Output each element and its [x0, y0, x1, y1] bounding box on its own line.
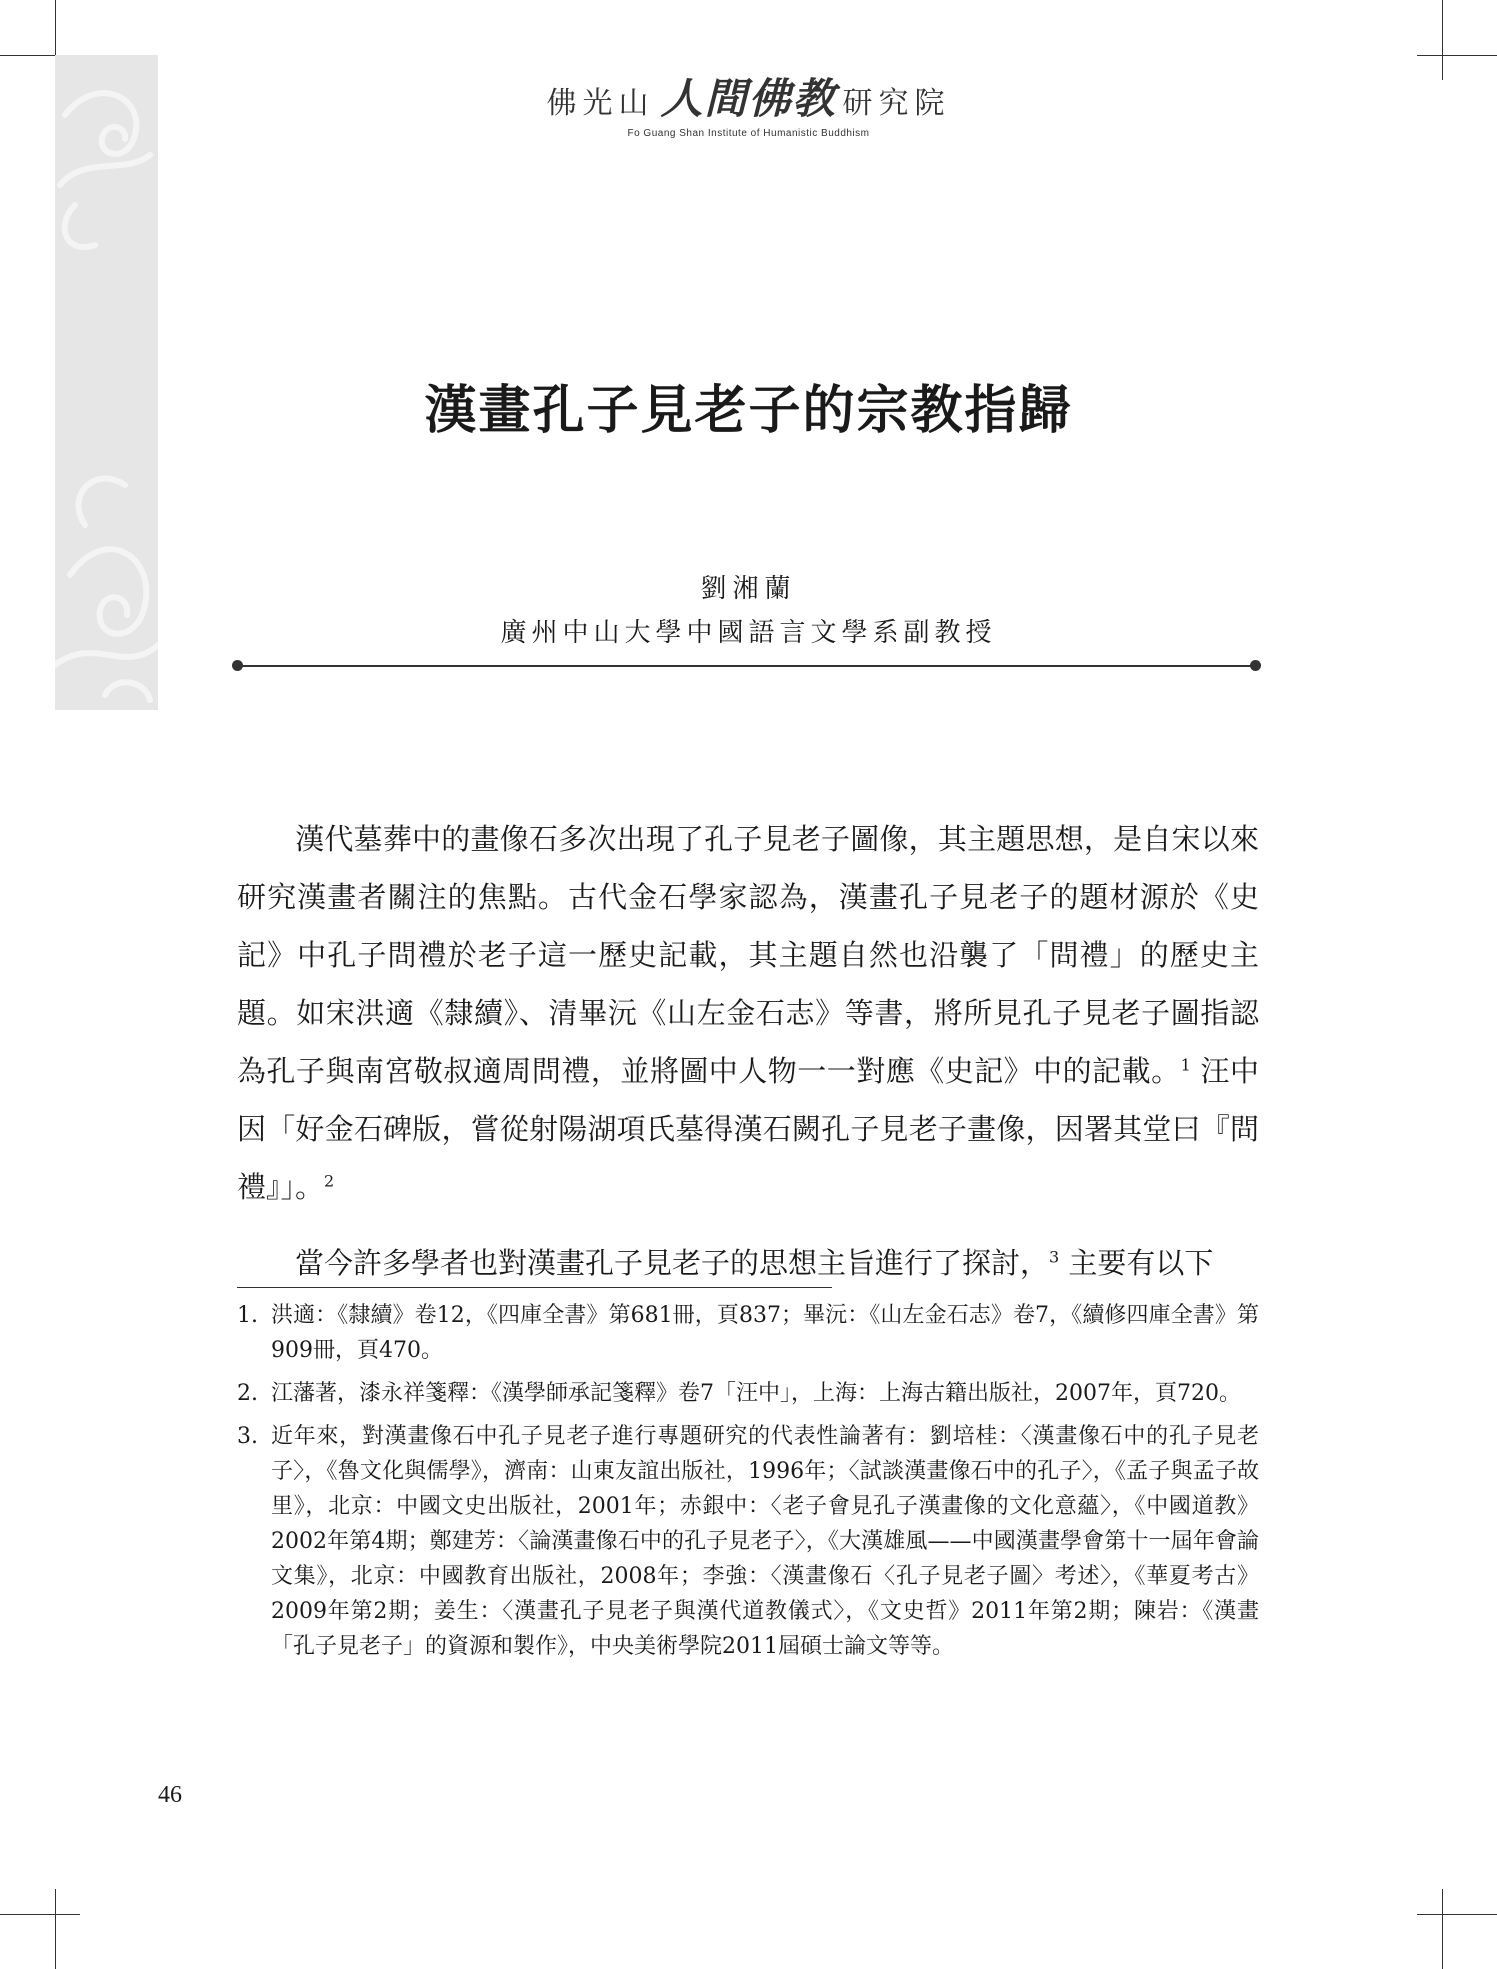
footnote-number: 2. [237, 1381, 258, 1406]
institute-prefix: 佛光山 [546, 86, 655, 121]
footnote [237, 1298, 1259, 1368]
author-name: 劉湘蘭 [700, 574, 797, 604]
footnote-number: 1. [237, 1303, 258, 1328]
article-title: 漢畫孔子見老子的宗教指歸 [424, 380, 1073, 441]
footnote-ref[interactable]: 1 [1180, 1055, 1191, 1075]
crop-mark [0, 1914, 80, 1915]
page-number: 46 [158, 1782, 182, 1808]
crop-mark [1417, 55, 1497, 56]
paragraph: 當今許多學者也對漢畫孔子見老子的思想主旨進行了探討，$^3$ 主要有以下 [295, 1246, 1214, 1280]
institute-name [0, 66, 1497, 126]
crop-mark [55, 1889, 56, 1969]
title-divider [237, 665, 1256, 667]
body-text [237, 810, 1259, 1292]
footnote-text: 洪適：《隸續》卷12，《四庫全書》第681冊，頁837；畢沅：《山左金石志》卷7，《續修四庫全書》第909冊，頁470。 [271, 1303, 1259, 1363]
paragraph: 漢代墓葬中的畫像石多次出現了孔子見老子圖像，其主題思想，是自宋以來研究漢畫者關注的焦點。古代金石學家認為，漢畫孔子見老子的題材源於《史記》中孔子問禮於老子這一歷史記載，其主題自然也沿襲了「問禮」的歷史主題。如宋洪適《隸續》、清畢沅《山左金石志》等書，將所見孔子見老子圖指認為孔子與南宮敬叔適周問禮，並將圖中人物一一對應《史記》中的記載。$^1$ 汪中因「好金石碑版，嘗從射陽湖項氏墓得漢石闕孔子見老子畫像，因署其堂曰『問禮』」。$^2$ [237, 822, 1259, 1204]
divider-dot-right [1250, 660, 1261, 671]
footnote-ref[interactable]: 3 [1049, 1247, 1060, 1267]
crop-mark [1442, 1889, 1443, 1969]
footnote [237, 1419, 1259, 1664]
footnote-ref[interactable]: 2 [324, 1171, 335, 1191]
institute-emblem-text: 人間佛教 [660, 74, 837, 123]
running-header [0, 66, 1497, 139]
footnotes [237, 1298, 1259, 1672]
author-affiliation: 廣州中山大學中國語言文學系副教授 [500, 618, 997, 648]
crop-mark [1417, 1914, 1497, 1915]
divider-dot-left [232, 660, 243, 671]
footnote-text: 近年來，對漢畫像石中孔子見老子進行專題研究的代表性論著有：劉培桂：〈漢畫像石中的孔子見老子〉，《魯文化與儒學》，濟南：山東友誼出版社，1996年；〈試談漢畫像石中的孔子〉，《孟子與孟子故里》，北京：中國文史出版社，2001年；赤銀中：〈老子會見孔子漢畫像的文化意蘊〉，《中國道教》2002年第4期；鄭建芳：〈論漢畫像石中的孔子見老子〉，《大漢雄風——中國漢畫學會第十一屆年會論文集》，北京：中國教育出版社，2008年；李強：〈漢畫像石〈孔子見老子圖〉考述〉，《華夏考古》2009年第2期；姜生：〈漢畫孔子見老子與漢代道教儀式〉，《文史哲》2011年第2期；陳岩：《漢畫「孔子見老子」的資源和製作》，中央美術學院2011屆碩士論文等等。 [271, 1424, 1259, 1659]
footnote-text: 江藩著，漆永祥箋釋：《漢學師承記箋釋》卷7「汪中」，上海：上海古籍出版社，2007年，頁720。 [271, 1381, 1241, 1406]
institute-suffix: 研究院 [842, 86, 951, 121]
footnote-divider [237, 1287, 832, 1288]
footnote [237, 1376, 1259, 1411]
institute-english-name: Fo Guang Shan Institute of Humanistic Buddhism [627, 128, 870, 139]
footnote-number: 3. [237, 1424, 258, 1449]
